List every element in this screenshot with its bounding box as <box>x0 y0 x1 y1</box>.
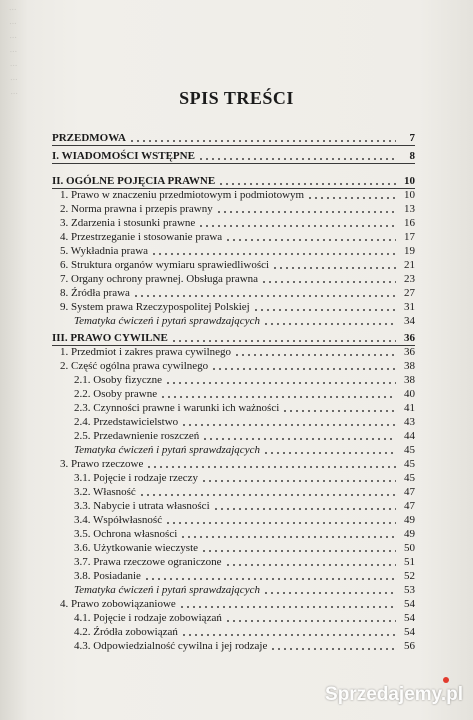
toc-entry <box>74 386 415 400</box>
toc-entry-title: 4. Przestrzeganie i stosowanie prawa <box>60 231 223 243</box>
toc-entry-title: 2.5. Przedawnienie roszczeń <box>74 430 200 442</box>
toc-entry-title: 3.1. Pojęcie i rodzaje rzeczy <box>74 472 198 484</box>
dot-leader <box>151 253 396 255</box>
toc-entry-page: 49 <box>404 514 415 526</box>
dot-leader <box>201 550 396 552</box>
watermark-dot-icon <box>443 677 449 683</box>
toc-entry-page: 41 <box>404 402 415 414</box>
dot-leader <box>198 158 396 160</box>
toc-entry <box>52 148 415 164</box>
dot-leader <box>198 225 396 227</box>
toc-entry-title: 8. Źródła prawa <box>60 287 130 299</box>
toc-entry-page: 47 <box>404 486 415 498</box>
toc-entry-page: 43 <box>404 416 415 428</box>
dot-leader <box>171 340 396 342</box>
toc-entry-page: 36 <box>404 346 415 358</box>
toc-entry <box>74 498 415 512</box>
dot-leader <box>180 536 396 538</box>
toc-entry-page: 54 <box>404 612 415 624</box>
dot-leader <box>270 648 396 650</box>
toc-entry-page: 13 <box>404 203 415 215</box>
toc-entry-page: 16 <box>404 217 415 229</box>
toc-entry-title: 3.3. Nabycie i utrata własności <box>74 500 210 512</box>
toc-entry-title: Tematyka ćwiczeń i pytań sprawdzających <box>74 315 260 327</box>
dot-leader <box>225 564 396 566</box>
toc-entry-title: 3.2. Własność <box>74 486 136 498</box>
toc-entry <box>60 229 415 243</box>
toc-entry-title: 2.2. Osoby prawne <box>74 388 158 400</box>
toc-entry-title: 9. System prawa Rzeczypospolitej Polskiej <box>60 301 250 313</box>
toc-entry-title: 3.5. Ochrona własności <box>74 528 178 540</box>
toc-entry-title: 4.1. Pojęcie i rodzaje zobowiązań <box>74 612 222 624</box>
toc-entry <box>74 470 415 484</box>
toc-entry-page: 54 <box>404 598 415 610</box>
bleed-line: ... <box>9 29 17 41</box>
toc-entry-title: 2. Część ogólna prawa cywilnego <box>60 360 209 372</box>
toc-entry <box>74 400 415 414</box>
dot-leader <box>261 281 396 283</box>
bleed-line: ... <box>10 85 18 97</box>
toc-entry <box>74 442 415 456</box>
toc-entry <box>60 257 415 271</box>
toc-entry <box>74 512 415 526</box>
bleed-line: ... <box>9 43 18 55</box>
toc-entry <box>60 271 415 285</box>
toc-entry-page: 8 <box>409 150 415 162</box>
toc-entry-page: 23 <box>404 273 415 285</box>
toc-entry-page: 19 <box>404 245 415 257</box>
toc-entry-page: 50 <box>404 542 415 554</box>
dot-leader <box>213 508 396 510</box>
dot-leader <box>263 592 396 594</box>
toc-entry <box>74 582 415 596</box>
toc-entry-title: III. PRAWO CYWILNE <box>52 332 168 344</box>
toc-entry-title: 1. Prawo w znaczeniu przedmiotowym i podmiotowym <box>60 189 305 201</box>
dot-leader <box>201 480 396 482</box>
toc-entry-page: 10 <box>404 189 415 201</box>
toc-entry <box>52 130 415 146</box>
toc-entry-page: 7 <box>409 132 415 144</box>
dot-leader <box>165 522 396 524</box>
toc-entry <box>74 372 415 386</box>
toc-entry-page: 47 <box>404 500 415 512</box>
dot-leader <box>263 452 396 454</box>
dot-leader <box>211 368 396 370</box>
page-title: SPIS TREŚCI <box>179 88 294 108</box>
toc-entry <box>74 610 415 624</box>
dot-leader <box>202 438 396 440</box>
toc-entry-title: 2.3. Czynności prawne i warunki ich ważności <box>74 402 280 414</box>
toc-entry-title: 3.4. Współwłasność <box>74 514 163 526</box>
toc-entry-title: I. WIADOMOŚCI WSTĘPNE <box>52 150 195 162</box>
toc-entry-title: 4.2. Źródła zobowiązań <box>74 626 178 638</box>
dot-leader <box>272 267 396 269</box>
dot-leader <box>216 211 396 213</box>
toc-entry-title: 7. Organy ochrony prawnej. Obsługa prawna <box>60 273 259 285</box>
dot-leader <box>181 424 396 426</box>
toc-entry <box>74 414 415 428</box>
toc-entry-page: 45 <box>404 458 415 470</box>
toc-entry-title: 3.6. Użytkowanie wieczyste <box>74 542 199 554</box>
toc-entry-page: 54 <box>404 626 415 638</box>
dot-leader <box>282 410 396 412</box>
dot-leader <box>218 183 396 185</box>
dot-leader <box>307 197 396 199</box>
toc-entry <box>60 187 415 201</box>
toc-entry-title: 4. Prawo zobowiązaniowe <box>60 598 176 610</box>
toc-entry <box>74 313 415 327</box>
dot-leader <box>133 295 396 297</box>
toc-entry-title: 2. Norma prawna i przepis prawny <box>60 203 213 215</box>
toc-entry <box>60 299 415 313</box>
toc-entry <box>74 638 415 652</box>
toc-entry-page: 45 <box>404 444 415 456</box>
toc-entry <box>60 201 415 215</box>
toc-entry-title: PRZEDMOWA <box>52 132 126 144</box>
toc-entry-title: 3. Prawo rzeczowe <box>60 458 144 470</box>
toc-entry-page: 34 <box>404 315 415 327</box>
toc-entry-page: 51 <box>404 556 415 568</box>
toc-entry-title: 5. Wykładnia prawa <box>60 245 149 257</box>
toc-entry-title: Tematyka ćwiczeń i pytań sprawdzających <box>74 584 260 596</box>
dot-leader <box>165 382 396 384</box>
toc-entry <box>60 344 415 358</box>
toc-entry <box>74 540 415 554</box>
toc-entry <box>60 596 415 610</box>
toc-entry-title: 1. Przedmiot i zakres prawa cywilnego <box>60 346 232 358</box>
toc-entry-title: 6. Struktura organów wymiaru sprawiedliwości <box>60 259 270 271</box>
dot-leader <box>225 239 396 241</box>
dot-leader <box>146 466 396 468</box>
bleed-line: ... <box>8 1 17 13</box>
toc-entry-title: 3.8. Posiadanie <box>74 570 141 582</box>
toc-entry-page: 17 <box>404 231 415 243</box>
dot-leader <box>263 323 396 325</box>
toc-entry-page: 52 <box>404 570 415 582</box>
dot-leader <box>160 396 396 398</box>
toc-entry-page: 38 <box>404 360 415 372</box>
toc-entry-title: 3.7. Prawa rzeczowe ograniczone <box>74 556 222 568</box>
toc-entry-page: 36 <box>404 332 415 344</box>
toc-entry-title: II. OGÓLNE POJĘCIA PRAWNE <box>52 175 216 187</box>
toc-entry-page: 40 <box>404 388 415 400</box>
toc-entry <box>60 243 415 257</box>
dot-leader <box>181 634 396 636</box>
toc-entry <box>74 484 415 498</box>
bleed-line: ... <box>9 15 17 27</box>
toc-entry-title: 2.1. Osoby fizyczne <box>74 374 162 386</box>
toc-entry-page: 56 <box>404 640 415 652</box>
bleed-line: ... <box>10 71 18 83</box>
toc-entry <box>74 428 415 442</box>
dot-leader <box>139 494 396 496</box>
watermark-logo: Sprzedajemy.pl <box>325 684 463 705</box>
toc-entry-title: 3. Zdarzenia i stosunki prawne <box>60 217 196 229</box>
toc-entry-page: 53 <box>404 584 415 596</box>
toc-entry <box>74 568 415 582</box>
toc-entry <box>74 624 415 638</box>
toc-entry-page: 38 <box>404 374 415 386</box>
dot-leader <box>234 354 396 356</box>
bleed-line: ... <box>9 57 18 69</box>
toc-entry <box>60 456 415 470</box>
toc-entry <box>60 215 415 229</box>
toc-entry-page: 49 <box>404 528 415 540</box>
toc-entry <box>74 554 415 568</box>
toc-entry <box>74 526 415 540</box>
toc-entry-page: 45 <box>404 472 415 484</box>
toc-entry-page: 27 <box>404 287 415 299</box>
dot-leader <box>129 140 396 142</box>
dot-leader <box>225 620 396 622</box>
toc-entry-page: 10 <box>404 175 415 187</box>
toc-entry-title: 4.3. Odpowiedzialność cywilna i jej rodzaje <box>74 640 268 652</box>
toc-entry-page: 31 <box>404 301 415 313</box>
dot-leader <box>144 578 396 580</box>
toc-entry <box>60 358 415 372</box>
dot-leader <box>179 606 396 608</box>
toc-entry-title: Tematyka ćwiczeń i pytań sprawdzających <box>74 444 260 456</box>
dot-leader <box>253 309 396 311</box>
toc-entry-title: 2.4. Przedstawicielstwo <box>74 416 179 428</box>
toc-entry-page: 21 <box>404 259 415 271</box>
toc-entry-page: 44 <box>404 430 415 442</box>
toc-entry <box>60 285 415 299</box>
